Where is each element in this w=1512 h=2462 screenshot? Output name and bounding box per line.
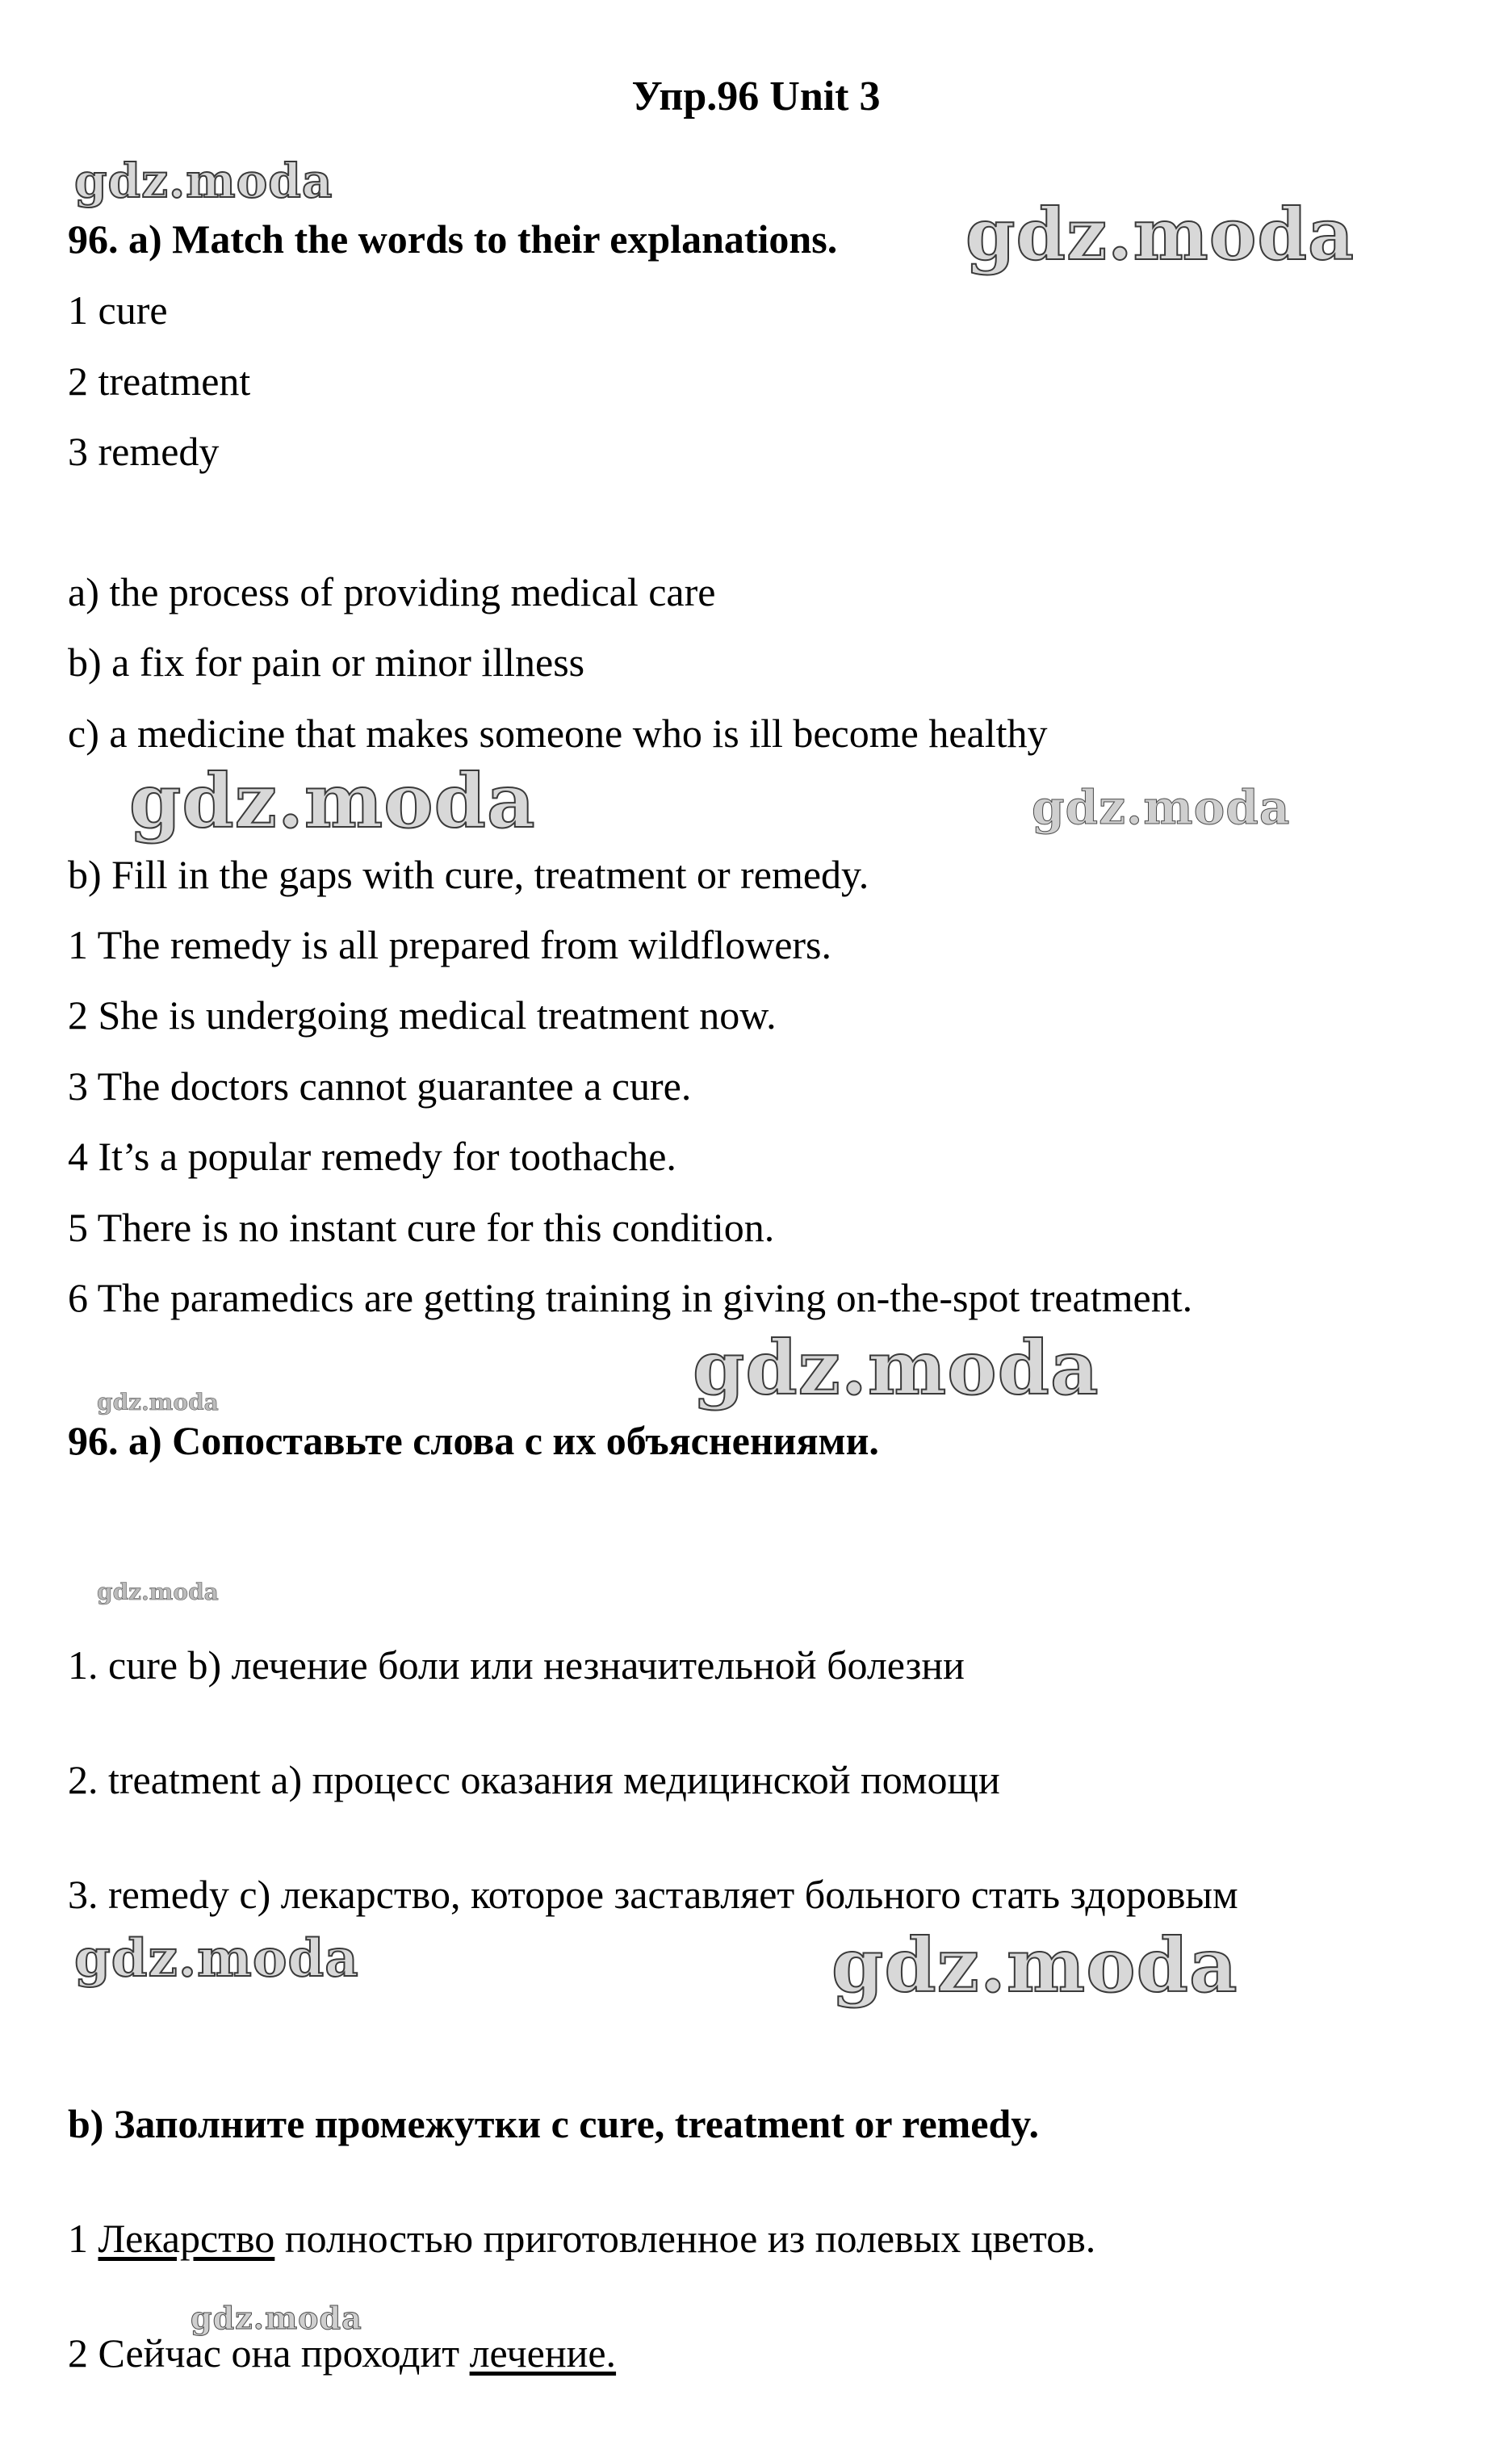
part-b-heading: b) Fill in the gaps with cure, treatment or remedy. — [68, 852, 869, 897]
watermark: gdz.moda — [965, 192, 1355, 276]
ru-match-item: 2. treatment a) процесс оказания медицинской помощи — [68, 1757, 1000, 1802]
sentence-item: 4 It’s a popular remedy for toothache. — [68, 1134, 676, 1179]
watermark: gdz.moda — [97, 1579, 219, 1605]
word-item: 2 treatment — [68, 359, 251, 404]
explanation-item: a) the process of providing medical care — [68, 569, 716, 614]
watermark: gdz.moda — [831, 1922, 1238, 2009]
ru-part-a-heading: 96. а) Сопоставьте слова с их объяснениями. — [68, 1418, 879, 1463]
watermark: gdz.moda — [129, 757, 536, 845]
sentence-item: 6 The paramedics are getting training in giving on-the-spot treatment. — [68, 1275, 1193, 1320]
answer-word: Лекарство — [98, 2216, 275, 2261]
sentence-item: 2 She is undergoing medical treatment now. — [68, 992, 777, 1038]
ru-match-item: 3. remedy c) лекарство, которое заставляет больного стать здоровым — [68, 1872, 1238, 1917]
watermark: gdz.moda — [74, 153, 333, 208]
sentence-item: 5 There is no instant cure for this condition. — [68, 1205, 775, 1250]
sentence-item: 3 The doctors cannot guarantee a cure. — [68, 1063, 692, 1109]
sentence-number: 1 — [68, 2216, 98, 2261]
ru-sentence-2 — [68, 2329, 616, 2377]
ru-sentence-1 — [68, 2214, 1095, 2263]
sentence-item: 1 The remedy is all prepared from wildflowers. — [68, 922, 831, 967]
ru-match-item: 1. cure b) лечение боли или незначительной болезни — [68, 1642, 965, 1688]
explanation-item: c) a medicine that makes someone who is ill become healthy — [68, 711, 1048, 756]
watermark: gdz.moda — [693, 1324, 1099, 1411]
word-item: 1 cure — [68, 287, 168, 333]
watermark: gdz.moda — [1032, 780, 1291, 835]
answer-word: лечение. — [469, 2330, 617, 2376]
ru-part-b-heading: b) Заполните промежутки с cure, treatment or remedy. — [68, 2101, 1040, 2146]
watermark: gdz.moda — [191, 2300, 362, 2336]
part-a-heading: 96. a) Match the words to their explanations. — [68, 216, 838, 262]
explanation-item: b) a fix for pain or minor illness — [68, 640, 585, 685]
word-item: 3 remedy — [68, 429, 220, 474]
page-title: Упр.96 Unit 3 — [631, 73, 881, 120]
sentence-prefix: 2 Сейчас она проходит — [68, 2330, 470, 2376]
watermark: gdz.moda — [97, 1389, 219, 1416]
sentence-rest: полностью приготовленное из полевых цветов. — [274, 2216, 1096, 2261]
watermark: gdz.moda — [74, 1928, 359, 1989]
